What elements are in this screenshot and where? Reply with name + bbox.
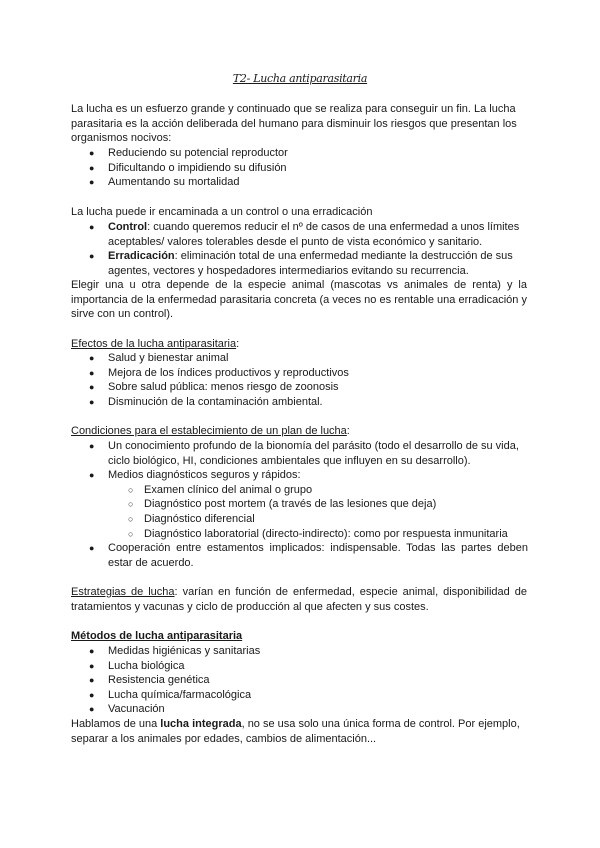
list-item: Aumentando su mortalidad [108, 176, 240, 188]
list-item: Medios diagnósticos seguros y rápidos: [108, 469, 301, 481]
sub-list-item: Examen clínico del animal o grupo [144, 484, 313, 496]
list-item: Resistencia genética [108, 674, 210, 686]
intro-paragraph: La lucha es un esfuerzo grande y continuado que se realiza para conseguir un fin. La lucha parasitaria es la acción deliberada del humano para disminuir los riesgos que presentan los organismos nocivos: [71, 103, 517, 145]
sub-list-item: Diagnóstico laboratorial (directo-indirecto): como por respuesta inmunitaria [144, 528, 508, 540]
list-item: Cooperación entre estamentos implicados: indispensable. Todas las partes deben estar de acuerdo. [108, 542, 528, 569]
bullet-icon: ● [89, 177, 95, 187]
bullet-icon: ● [89, 148, 95, 158]
efectos-heading-text: Efectos de la lucha antiparasitaria [71, 338, 237, 350]
condiciones-heading-colon: : [346, 425, 350, 437]
sub-bullet-icon: ○ [128, 514, 134, 524]
control-term: Control [108, 221, 148, 233]
list-item: Sobre salud pública: menos riesgo de zoonosis [108, 381, 339, 393]
estrategias-heading: Estrategias de lucha [71, 586, 175, 598]
bullet-icon: ● [89, 163, 95, 173]
elegir-paragraph: Elegir una u otra depende de la especie animal (mascotas vs animales de renta) y la importancia de la enfermedad parasitaria concreta (a veces no es rentable una erradicación y sirve con un control). [71, 279, 527, 321]
bullet-icon: ● [89, 675, 95, 685]
list-item: Salud y bienestar animal [108, 352, 229, 364]
list-item: Lucha química/farmacológica [108, 689, 252, 701]
efectos-heading [71, 337, 527, 352]
integrada-paragraph [71, 717, 527, 746]
sub-bullet-icon: ○ [128, 485, 134, 495]
list-item: Vacunación [108, 703, 165, 715]
page-title: T2- Lucha antiparasitaria [232, 72, 368, 85]
list-item: Disminución de la contaminación ambiental. [108, 396, 323, 408]
metodos-heading [71, 629, 527, 644]
lucha-paragraph: La lucha puede ir encaminada a un control o una erradicación [71, 206, 373, 218]
integrada-term: lucha integrada [160, 718, 242, 730]
bullet-icon: ● [89, 543, 95, 553]
list-item: Reduciendo su potencial reproductor [108, 147, 288, 159]
sub-bullet-icon: ○ [128, 499, 134, 509]
bullet-icon: ● [89, 470, 95, 480]
erradicacion-text: : eliminación total de una enfermedad mediante la destrucción de sus agentes, vectores y hospedadores intermediarios evitando su recurrencia. [108, 250, 513, 277]
integrada-post: , no se usa solo una única forma de control. Por ejemplo, separar a los animales por edades, cambios de alimentación... [71, 718, 520, 745]
estrategias-paragraph [71, 585, 527, 614]
list-item: Lucha biológica [108, 660, 185, 672]
metodos-heading-text: Métodos de lucha antiparasitaria [71, 630, 243, 642]
erradicacion-item [108, 249, 528, 278]
sub-list-item: Diagnóstico diferencial [144, 513, 255, 525]
erradicacion-term: Erradicación [108, 250, 175, 262]
control-text: : cuando queremos reducir el nº de casos de una enfermedad a unos límites aceptables/ valores tolerables desde el punto de vista económico y sanitario. [108, 221, 520, 248]
bullet-icon: ● [89, 353, 95, 363]
bullet-icon: ● [89, 646, 95, 656]
bullet-icon: ● [89, 704, 95, 714]
sub-bullet-icon: ○ [128, 529, 134, 539]
control-item [108, 220, 528, 249]
list-item: Dificultando o impidiendo su difusión [108, 162, 287, 174]
bullet-icon: ● [89, 661, 95, 671]
efectos-heading-colon: : [236, 338, 240, 350]
bullet-icon: ● [89, 368, 95, 378]
bullet-icon: ● [89, 690, 95, 700]
bullet-icon: ● [89, 382, 95, 392]
list-item: Medidas higiénicas y sanitarias [108, 645, 261, 657]
list-item: Mejora de los índices productivos y reproductivos [108, 367, 349, 379]
bullet-icon: ● [89, 222, 95, 232]
list-item: Un conocimiento profundo de la bionomía del parásito (todo el desarrollo de su vida, ciclo biológico, HI, condiciones ambientales que influyen en su desarrollo). [108, 440, 519, 467]
integrada-pre: Hablamos de una [71, 718, 161, 730]
sub-list-item: Diagnóstico post mortem (a través de las lesiones que deja) [144, 498, 437, 510]
estrategias-text: : varían en función de enfermedad, especie animal, disponibilidad de tratamientos y vacunas y ciclo de producción al que afecten y sus costes. [71, 586, 527, 613]
bullet-icon: ● [89, 251, 95, 261]
bullet-icon: ● [89, 397, 95, 407]
condiciones-heading-text: Condiciones para el establecimiento de un plan de lucha [71, 425, 347, 437]
condiciones-heading [71, 424, 527, 439]
bullet-icon: ● [89, 441, 95, 451]
